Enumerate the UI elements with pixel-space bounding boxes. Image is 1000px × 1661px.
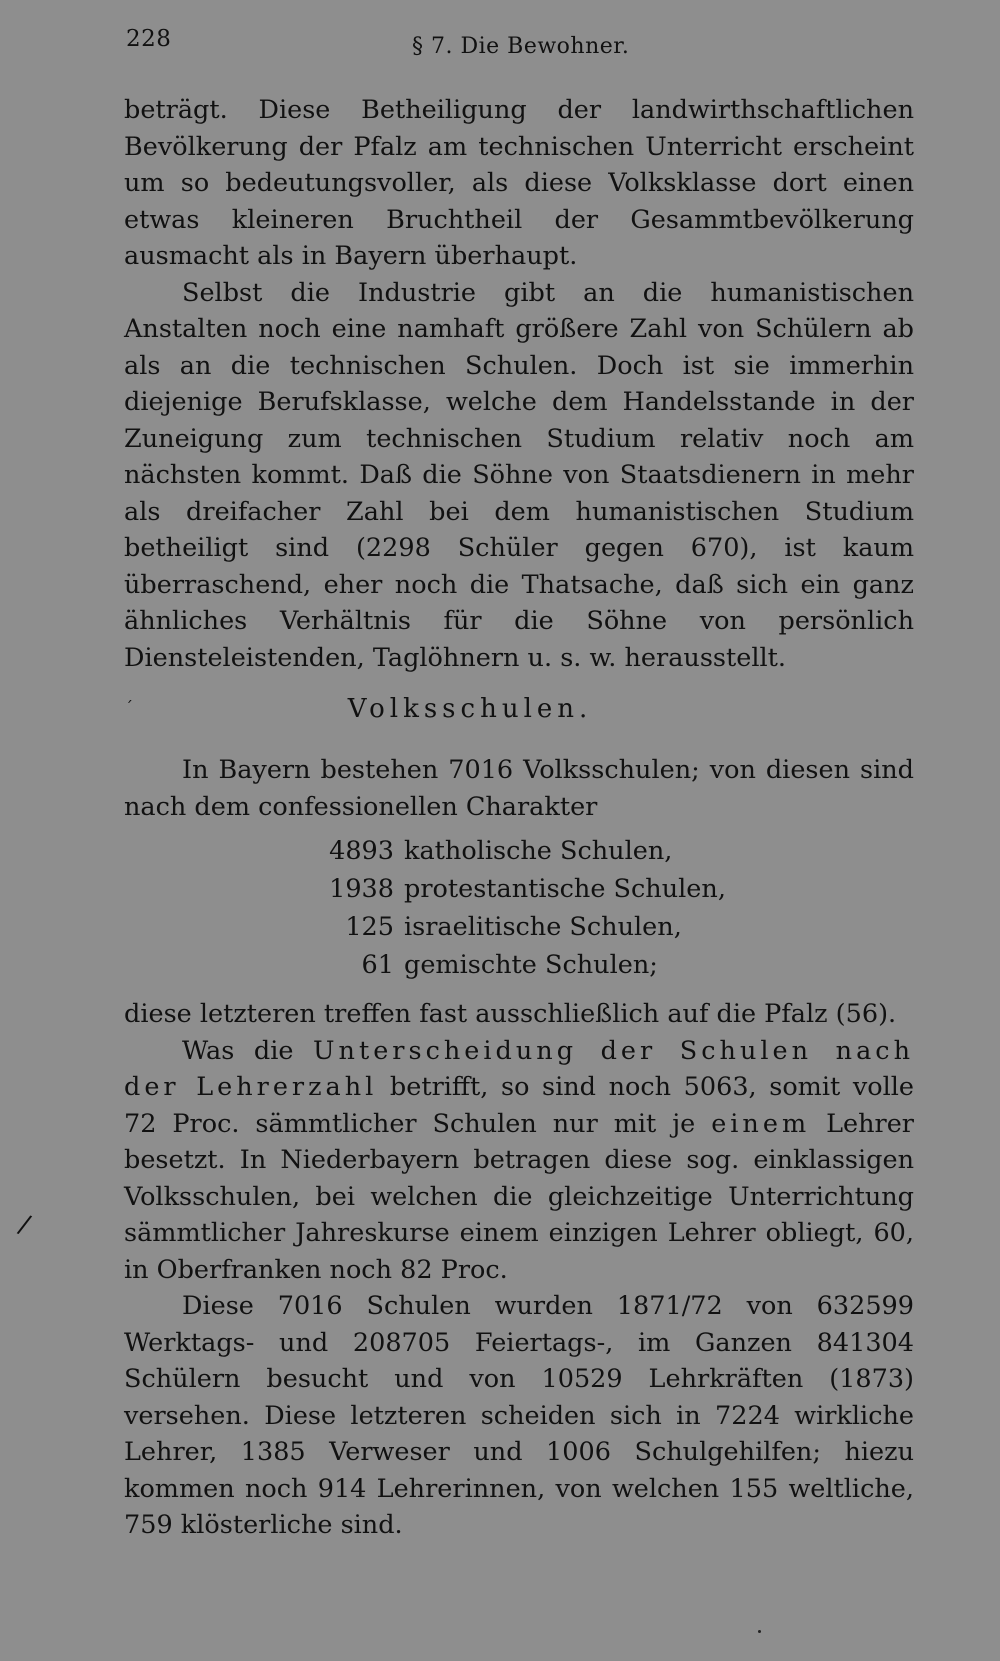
school-label: gemischte Schulen; xyxy=(404,950,658,980)
school-row-protestant xyxy=(318,870,726,908)
teachers-lead: Was die xyxy=(182,1035,314,1066)
teachers-mid: betrifft, so sind noch 5063, somit volle 72 Proc. sämmtlicher Schulen nur mit je xyxy=(124,1072,914,1139)
school-row-israelite xyxy=(318,908,726,946)
school-row-mixed xyxy=(318,946,726,984)
running-head: § 7. Die Bewohner. xyxy=(412,34,630,59)
school-count: 4893 xyxy=(329,836,394,866)
emphasis-spaced: einem xyxy=(711,1108,811,1139)
school-label: protestantische Schulen, xyxy=(404,874,726,904)
stray-mark-tick: ˊ xyxy=(125,698,133,717)
paragraph-intro: In Bayern bestehen 7016 Volksschulen; von diesen sind nach dem confessionellen Charakter xyxy=(124,755,914,822)
teachers-tail: Lehrer besetzt. In Niederbayern betragen diese sog. einklassigen Volksschulen, bei welchen die gleichzeitige Unterrichtung sämmtlicher Jahreskurse einem einzigen Lehrer obliegt, 60, in Oberfranken noch 82 Proc. xyxy=(124,1108,914,1285)
section-title: Volksschulen. xyxy=(347,694,593,724)
pencil-mark: / xyxy=(15,1209,34,1241)
paragraph-teachers xyxy=(124,1033,914,1289)
school-count: 1938 xyxy=(329,874,394,904)
school-list xyxy=(318,832,726,984)
page-number: 228 xyxy=(126,26,172,52)
paragraph-after-list: diese letzteren treffen fast ausschließlich auf die Pfalz (56). xyxy=(124,999,897,1029)
school-count: 61 xyxy=(361,950,394,980)
school-row-catholic xyxy=(318,832,726,870)
body-text-top xyxy=(124,92,914,676)
paragraph-continuation: beträgt. Diese Betheiligung der landwirthschaftlichen Bevölkerung der Pfalz am technischen Unterricht erscheint um so bedeutungsvoller, als diese Volksklasse dort einen etwas kleineren Bruchtheil der Gesammtbevölkerung ausmacht als in Bayern überhaupt. xyxy=(124,95,914,271)
school-label: katholische Schulen, xyxy=(404,836,673,866)
body-text-bottom xyxy=(124,996,914,1544)
school-label: israelitische Schulen, xyxy=(404,912,682,942)
paragraph-industrie: Selbst die Industrie gibt an die humanistischen Anstalten noch eine namhaft größere Zahl von Schülern ab als an die technischen Schulen. Doch ist sie immerhin diejenige Berufsklasse, welche dem Handelsstande in der Zuneigung zum technischen Studium relativ noch am nächsten kommt. Daß die Söhne von Staatsdienern in mehr als dreifacher Zahl bei dem humanistischen Studium betheiligt sind (2298 Schüler gegen 670), ist kaum überraschend, eher noch die Thatsache, daß sich ein ganz ähnliches Verhältnis für die Söhne von persönlich Diensteleistenden, Taglöhnern u. s. w. herausstellt. xyxy=(124,277,914,673)
paragraph-last: Diese 7016 Schulen wurden 1871/72 von 632599 Werktags- und 208705 Feiertags-, im Ganzen 841304 Schülern besucht und von 10529 Lehrkräften (1873) versehen. Diese letzteren scheiden sich in 7224 wirkliche Lehrer, 1385 Verweser und 1006 Schulgehilfen; hiezu kommen noch 914 Lehrerinnen, von welchen 155 weltliche, 759 klösterliche sind. xyxy=(124,1291,914,1540)
school-count: 125 xyxy=(345,912,394,942)
speck xyxy=(758,1630,761,1633)
emphasis-spaced: Unterscheidung der Schulen nach der Lehrerzahl xyxy=(124,1035,914,1102)
intro-block xyxy=(124,752,914,825)
